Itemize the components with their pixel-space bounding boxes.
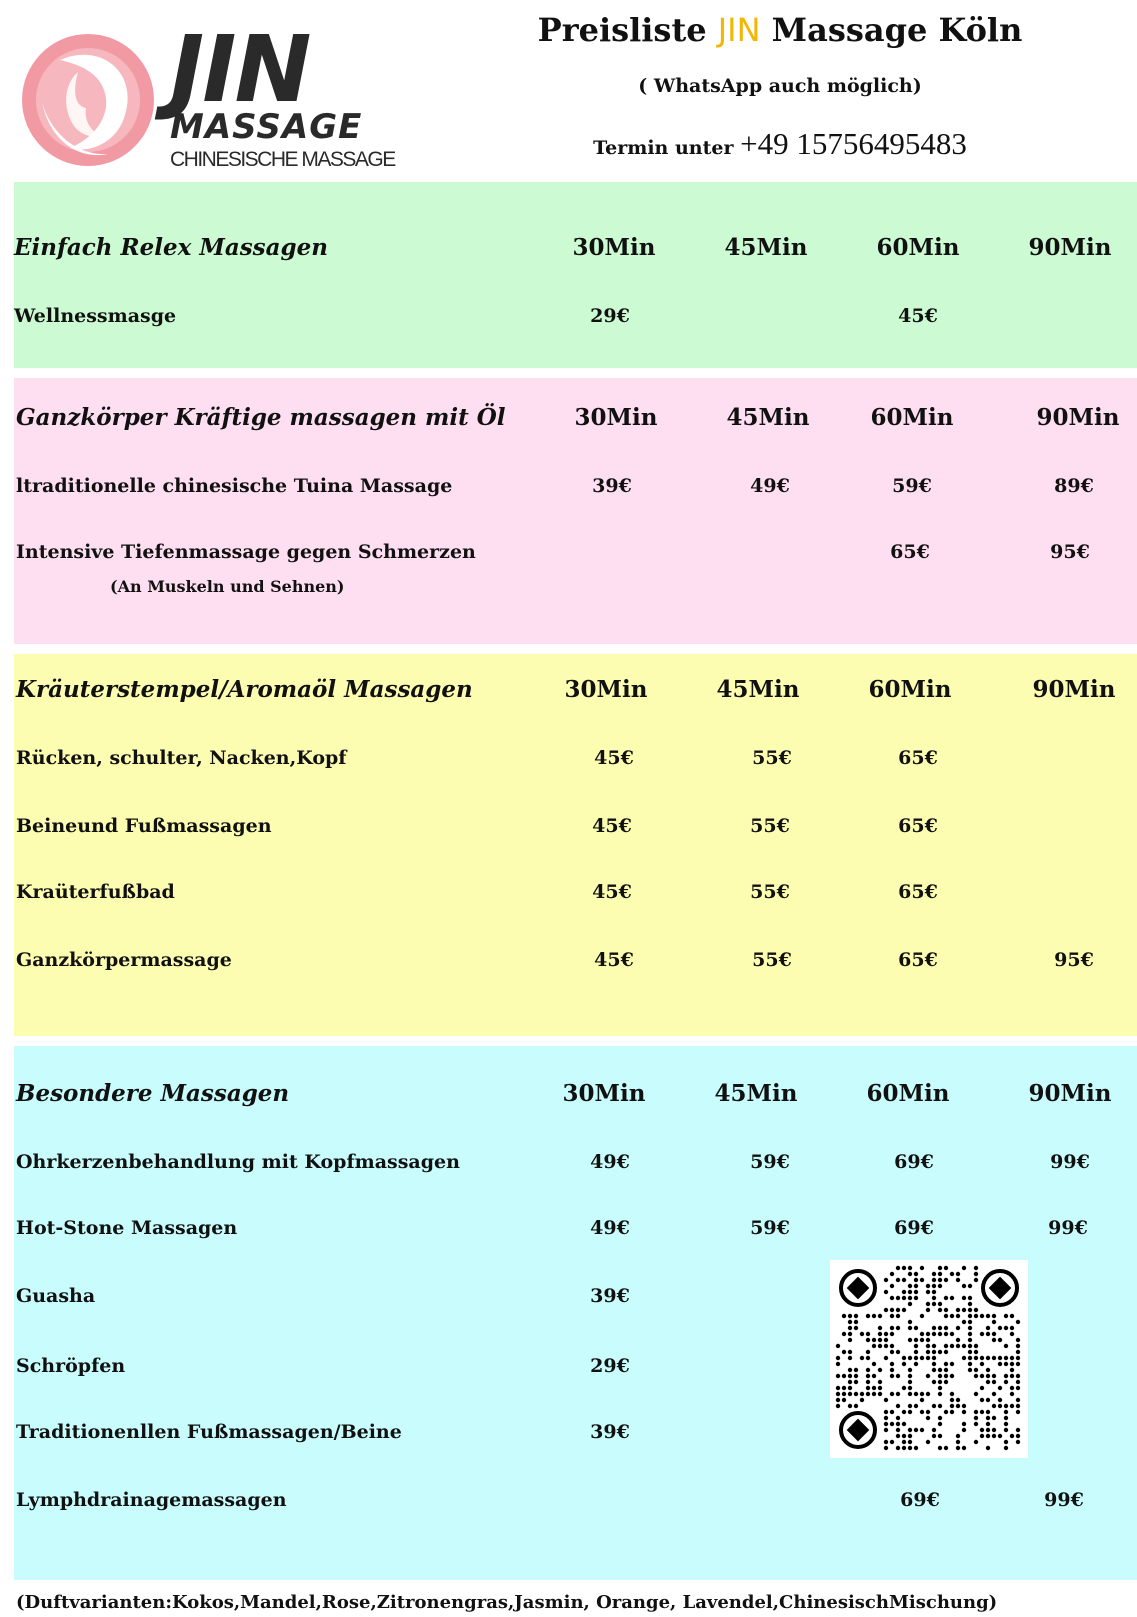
duration-45: 45Min xyxy=(716,676,800,703)
price-90: 95€ xyxy=(1054,949,1094,971)
qr-code-icon[interactable] xyxy=(830,1260,1028,1458)
title-accent: JIN xyxy=(717,11,761,49)
price-60: 69€ xyxy=(894,1217,934,1239)
price-30: 29€ xyxy=(590,305,630,327)
price-60: 45€ xyxy=(898,305,938,327)
section-title: Einfach Relex Massagen xyxy=(14,234,328,261)
duration-60: 60Min xyxy=(866,1080,950,1107)
item-name: Guasha xyxy=(16,1285,96,1307)
price-row xyxy=(14,806,1137,846)
price-60: 65€ xyxy=(890,541,930,563)
page-title xyxy=(430,10,1130,50)
price-60: 69€ xyxy=(900,1489,940,1511)
section-title: Ganzkörper Kräftige massagen mit Öl xyxy=(16,404,506,431)
price-row xyxy=(14,1142,1137,1182)
duration-30: 30Min xyxy=(564,676,648,703)
scent-variants-note: (Duftvarianten:Kokos,Mandel,Rose,Zitronengras,Jasmin, Orange, Lavendel,ChinesischMischung) xyxy=(16,1592,998,1613)
price-row xyxy=(14,872,1137,912)
price-45: 55€ xyxy=(750,815,790,837)
price-60: 65€ xyxy=(898,881,938,903)
item-name: Rücken, schulter, Nacken,Kopf xyxy=(16,747,347,769)
price-30: 29€ xyxy=(590,1355,630,1377)
price-60: 65€ xyxy=(898,949,938,971)
item-name: Schröpfen xyxy=(16,1355,126,1377)
logo xyxy=(20,16,400,174)
item-name: Lymphdrainagemassagen xyxy=(16,1489,287,1511)
price-90: 99€ xyxy=(1048,1217,1088,1239)
duration-30: 30Min xyxy=(574,404,658,431)
section-header-row xyxy=(14,1074,1137,1114)
section-herbal xyxy=(14,654,1137,1036)
price-row xyxy=(14,466,1137,506)
price-30: 45€ xyxy=(592,881,632,903)
logo-subtitle: CHINESISCHE MASSAGE xyxy=(170,148,395,171)
price-90: 89€ xyxy=(1054,475,1094,497)
item-name: Wellnessmasge xyxy=(14,305,177,327)
duration-30: 30Min xyxy=(562,1080,646,1107)
price-90: 95€ xyxy=(1050,541,1090,563)
item-name: Intensive Tiefenmassage gegen Schmerzen xyxy=(16,541,476,563)
duration-60: 60Min xyxy=(876,234,960,261)
price-45: 55€ xyxy=(750,881,790,903)
duration-60: 60Min xyxy=(868,676,952,703)
price-row xyxy=(14,738,1137,778)
duration-90: 90Min xyxy=(1028,234,1112,261)
item-name: Traditionenllen Fußmassagen/Beine xyxy=(16,1421,402,1443)
price-30: 49€ xyxy=(590,1217,630,1239)
duration-60: 60Min xyxy=(870,404,954,431)
price-row xyxy=(14,296,1137,336)
price-30: 49€ xyxy=(590,1151,630,1173)
price-row xyxy=(14,1480,1137,1520)
title-prefix: Preisliste xyxy=(537,11,707,49)
price-60: 69€ xyxy=(894,1151,934,1173)
item-subtitle: (An Muskeln und Sehnen) xyxy=(110,577,345,596)
duration-90: 90Min xyxy=(1028,1080,1112,1107)
price-row xyxy=(14,532,1137,572)
item-name: Ohrkerzenbehandlung mit Kopfmassagen xyxy=(16,1151,460,1173)
item-name: Hot-Stone Massagen xyxy=(16,1217,238,1239)
price-30: 45€ xyxy=(592,815,632,837)
price-30: 45€ xyxy=(594,949,634,971)
item-name: Beineund Fußmassagen xyxy=(16,815,272,837)
section-oil xyxy=(14,378,1137,644)
duration-90: 90Min xyxy=(1032,676,1116,703)
section-title: Kräuterstempel/Aromaöl Massagen xyxy=(16,676,473,703)
price-30: 39€ xyxy=(590,1421,630,1443)
logo-jin-text: JIN xyxy=(170,16,310,123)
logo-massage-text: MASSAGE xyxy=(170,107,363,147)
price-90: 99€ xyxy=(1050,1151,1090,1173)
duration-45: 45Min xyxy=(724,234,808,261)
price-60: 59€ xyxy=(892,475,932,497)
price-row xyxy=(14,940,1137,980)
whatsapp-note: ( WhatsApp auch möglich) xyxy=(638,75,922,97)
duration-45: 45Min xyxy=(726,404,810,431)
price-60: 65€ xyxy=(898,815,938,837)
termin-label: Termin unter xyxy=(593,137,734,159)
face-logo-icon xyxy=(20,32,156,168)
price-45: 59€ xyxy=(750,1217,790,1239)
section-header-row xyxy=(14,228,1137,268)
phone-number[interactable]: +49 15756495483 xyxy=(740,126,967,161)
price-30: 39€ xyxy=(590,1285,630,1307)
price-45: 59€ xyxy=(750,1151,790,1173)
price-90: 99€ xyxy=(1044,1489,1084,1511)
item-name: Ganzkörpermassage xyxy=(16,949,232,971)
item-name: Kraüterfußbad xyxy=(16,881,175,903)
price-45: 55€ xyxy=(752,949,792,971)
section-header-row xyxy=(14,670,1137,710)
duration-45: 45Min xyxy=(714,1080,798,1107)
section-relax xyxy=(14,182,1137,368)
appointment-line xyxy=(430,124,1130,168)
section-header-row xyxy=(14,398,1137,438)
duration-90: 90Min xyxy=(1036,404,1120,431)
duration-30: 30Min xyxy=(572,234,656,261)
price-60: 65€ xyxy=(898,747,938,769)
price-45: 49€ xyxy=(750,475,790,497)
title-suffix: Massage Köln xyxy=(771,11,1023,49)
item-name: ltraditionelle chinesische Tuina Massage xyxy=(16,475,453,497)
price-45: 55€ xyxy=(752,747,792,769)
price-30: 45€ xyxy=(594,747,634,769)
section-title: Besondere Massagen xyxy=(16,1080,290,1107)
price-row xyxy=(14,1208,1137,1248)
price-30: 39€ xyxy=(592,475,632,497)
